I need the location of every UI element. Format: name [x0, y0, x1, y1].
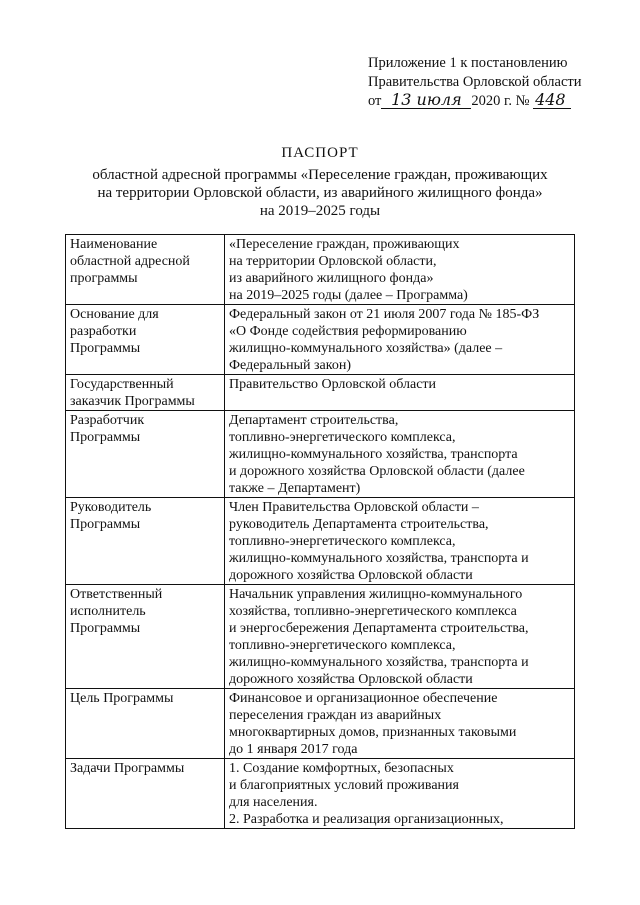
row-content-line: жилищно-коммунального хозяйства» (далее – — [229, 341, 503, 356]
row-content-line: до 1 января 2017 года — [229, 742, 358, 757]
row-content-line: Правительство Орловской области — [229, 377, 437, 392]
row-content-cell — [225, 235, 575, 305]
row-label-cell — [66, 498, 225, 585]
row-content-line: Федеральный закон от 21 июля 2007 года № 185-ФЗ — [229, 307, 540, 322]
row-label-line: Задачи Программы — [70, 761, 185, 776]
row-content-line: для населения. — [229, 795, 318, 810]
document-title: ПАСПОРТ — [281, 145, 359, 161]
row-content-line: Департамент строительства, — [229, 413, 399, 428]
table-row — [66, 498, 575, 585]
row-content-line: 1. Создание комфортных, безопасных — [229, 761, 454, 776]
row-content-line: топливно-энергетического комплекса, — [229, 430, 456, 445]
table-row — [66, 689, 575, 759]
table-row — [66, 585, 575, 689]
row-label-line: исполнитель — [70, 604, 146, 619]
row-content-line: «Переселение граждан, проживающих — [229, 237, 460, 252]
row-content-cell — [225, 411, 575, 498]
row-label-line: Программы — [70, 621, 141, 636]
heading-line-2: на территории Орловской области, из аварийного жилищного фонда» — [97, 185, 543, 201]
row-content-cell — [225, 305, 575, 375]
row-label-line: Ответственный — [70, 587, 163, 602]
row-label-cell — [66, 411, 225, 498]
row-content-cell — [225, 375, 575, 411]
row-content-line: из аварийного жилищного фонда» — [229, 271, 434, 286]
row-content-line: «О Фонде содействия реформированию — [229, 324, 467, 339]
row-label-line: Программы — [70, 341, 141, 356]
row-content-line: также – Департамент) — [229, 481, 361, 496]
row-label-line: Программы — [70, 430, 141, 445]
handwritten-number: 448 — [533, 92, 571, 109]
table-row — [66, 759, 575, 829]
row-content-line: и дорожного хозяйства Орловской области (далее — [229, 464, 525, 479]
row-label-line: Руководитель — [70, 500, 152, 515]
row-label-line: Наименование — [70, 237, 158, 252]
row-content-line: 2. Разработка и реализация организационных, — [229, 812, 504, 827]
row-label-line: разработки — [70, 324, 137, 339]
row-content-line: топливно-энергетического комплекса, — [229, 534, 456, 549]
row-label-line: заказчик Программы — [70, 394, 195, 409]
row-label-line: Цель Программы — [70, 691, 174, 706]
row-label-cell — [66, 689, 225, 759]
row-content-line: на 2019–2025 годы (далее – Программа) — [229, 288, 468, 303]
passport-table — [65, 234, 575, 829]
row-label-cell — [66, 305, 225, 375]
row-content-cell — [225, 759, 575, 829]
row-label-cell — [66, 759, 225, 829]
row-content-line: жилищно-коммунального хозяйства, транспорта и — [229, 655, 529, 670]
row-content-line: Финансовое и организационное обеспечение — [229, 691, 498, 706]
appendix-line-1: Приложение 1 к постановлению — [368, 55, 568, 71]
row-label-line: Основание для — [70, 307, 159, 322]
row-content-cell — [225, 585, 575, 689]
row-label-line: Государственный — [70, 377, 174, 392]
row-label-line: Разработчик — [70, 413, 145, 428]
row-content-line: переселения граждан из аварийных — [229, 708, 442, 723]
passport-table-body — [66, 235, 575, 829]
row-content-line: топливно-энергетического комплекса, — [229, 638, 456, 653]
row-content-line: Член Правительства Орловской области – — [229, 500, 479, 515]
heading-line-3: на 2019–2025 годы — [259, 203, 381, 219]
row-content-line: на территории Орловской области, — [229, 254, 437, 269]
row-label-line: областной адресной — [70, 254, 190, 269]
row-content-line: Начальник управления жилищно-коммунального — [229, 587, 523, 602]
row-content-line: дорожного хозяйства Орловской области — [229, 568, 473, 583]
row-content-line: дорожного хозяйства Орловской области — [229, 672, 473, 687]
row-content-line: и энергосбережения Департамента строительства, — [229, 621, 529, 636]
row-label-cell — [66, 375, 225, 411]
table-row — [66, 375, 575, 411]
row-content-line: многоквартирных домов, признанных таковыми — [229, 725, 517, 740]
appendix-line-2: Правительства Орловской области — [368, 74, 582, 90]
heading-line-1: областной адресной программы «Переселение граждан, проживающих — [92, 167, 548, 183]
row-label-line: программы — [70, 271, 138, 286]
row-label-cell — [66, 585, 225, 689]
row-content-cell — [225, 689, 575, 759]
year-suffix: 2020 г. № — [471, 93, 530, 109]
appendix-date-line — [368, 92, 618, 111]
row-content-line: и благоприятных условий проживания — [229, 778, 459, 793]
row-content-line: Федеральный закон) — [229, 358, 352, 373]
row-content-cell — [225, 498, 575, 585]
row-content-line: жилищно-коммунального хозяйства, транспорта и — [229, 551, 529, 566]
handwritten-date: 13 июля — [381, 92, 471, 109]
date-prefix: от — [368, 93, 382, 109]
row-label-line: Программы — [70, 517, 141, 532]
row-content-line: руководитель Департамента строительства, — [229, 517, 489, 532]
document-heading — [60, 144, 580, 220]
appendix-block — [368, 54, 618, 111]
row-content-line: хозяйства, топливно-энергетического комплекса — [229, 604, 517, 619]
table-row — [66, 411, 575, 498]
table-row — [66, 235, 575, 305]
row-content-line: жилищно-коммунального хозяйства, транспорта — [229, 447, 518, 462]
row-label-cell — [66, 235, 225, 305]
table-row — [66, 305, 575, 375]
